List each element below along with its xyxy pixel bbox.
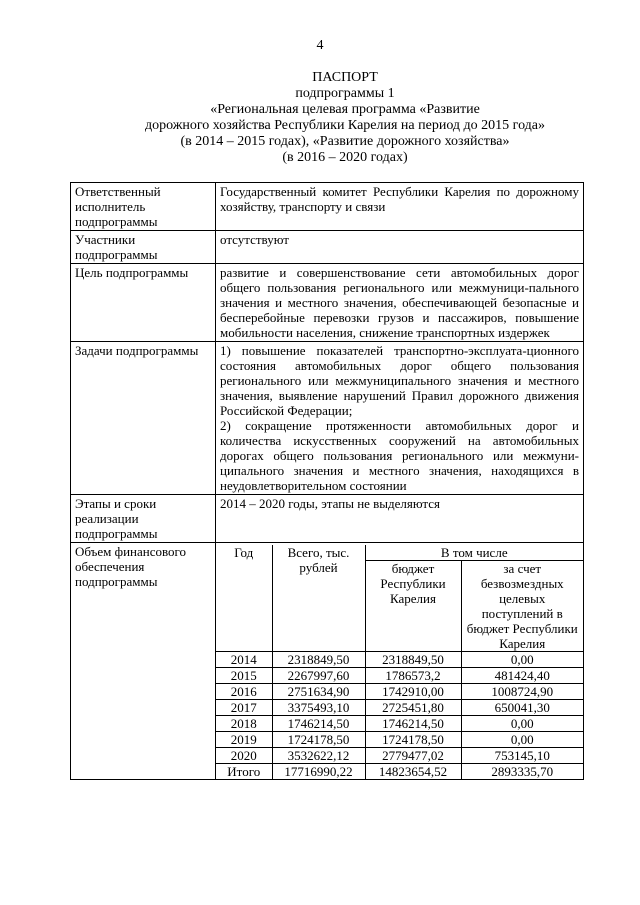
gratuitous-cell: 650041,30 (461, 700, 583, 716)
row-finance (71, 543, 584, 780)
executor-label: Ответственный исполнитель подпрограммы (71, 183, 216, 231)
table-row (216, 748, 583, 764)
row-tasks (71, 342, 584, 495)
gratuitous-cell: 0,00 (461, 732, 583, 748)
stages-value: 2014 – 2020 годы, этапы не выделяются (216, 495, 584, 543)
row-executor (71, 183, 584, 231)
year-cell: 2017 (216, 700, 272, 716)
budget-cell: 2318849,50 (365, 652, 461, 668)
table-row (216, 668, 583, 684)
gratuitous-cell: 753145,10 (461, 748, 583, 764)
year-cell: 2020 (216, 748, 272, 764)
goal-value: развитие и совершенствование сети автомобильных дорог общего пользования регионального или межмуници-пального значения и местного значения, обеспечивающей безопасные и бесперебойные перевозки грузов и пассажиров, повышение мобильности населения, снижение транспортных издержек (216, 264, 584, 342)
total-cell: 3375493,10 (272, 700, 365, 716)
finance-header-row-1 (216, 545, 583, 561)
header-program-line2: дорожного хозяйства Республики Карелия на период до 2015 года» (144, 118, 546, 133)
budget-cell: 2725451,80 (365, 700, 461, 716)
executor-value: Государственный комитет Республики Карелия по дорожному хозяйству, транспорту и связи (216, 183, 584, 231)
task-item-2: 2) сокращение протяженности автомобильных дорог и количества искусственных сооружений на автомобильных дорогах общего пользования регионального или межмуни-ципального значения и местного значения, находящихся в неудовлетворительном состоянии (220, 418, 579, 493)
col-header-year: Год (216, 545, 272, 652)
row-goal (71, 264, 584, 342)
tasks-label: Задачи подпрограммы (71, 342, 216, 495)
gratuitous-cell: 0,00 (461, 716, 583, 732)
total-cell: 3532622,12 (272, 748, 365, 764)
participants-label: Участники подпрограммы (71, 231, 216, 264)
budget-cell: 2779477,02 (365, 748, 461, 764)
total-cell: 1724178,50 (272, 732, 365, 748)
table-row (216, 700, 583, 716)
year-cell: 2018 (216, 716, 272, 732)
passport-table (70, 182, 584, 780)
table-row (216, 684, 583, 700)
row-stages (71, 495, 584, 543)
total-cell: 1746214,50 (272, 716, 365, 732)
header-program-line3: (в 2014 – 2015 годах), «Развитие дорожного хозяйства» (180, 134, 510, 149)
header-program-line1: «Региональная целевая программа «Развитие (210, 102, 480, 117)
table-row (216, 732, 583, 748)
budget-cell: 1746214,50 (365, 716, 461, 732)
goal-label: Цель подпрограммы (71, 264, 216, 342)
col-header-gratuitous: за счет безвозмездных целевых поступлений в бюджет Республики Карелия (461, 561, 583, 652)
year-cell: Итого (216, 764, 272, 780)
table-row (216, 764, 583, 780)
year-cell: 2016 (216, 684, 272, 700)
stages-label: Этапы и сроки реализации подпрограммы (71, 495, 216, 543)
budget-cell: 1786573,2 (365, 668, 461, 684)
gratuitous-cell: 0,00 (461, 652, 583, 668)
gratuitous-cell: 481424,40 (461, 668, 583, 684)
year-cell: 2019 (216, 732, 272, 748)
task-item-1: 1) повышение показателей транспортно-эксплуата-ционного состояния автомобильных дорог общего пользования регионального или межмуниципального значения и местного значения, выявление нарушений Правил дорожного движения Российской Федерации; (220, 343, 579, 418)
finance-table (216, 545, 583, 779)
gratuitous-cell: 1008724,90 (461, 684, 583, 700)
document-header (60, 70, 630, 166)
total-cell: 2318849,50 (272, 652, 365, 668)
col-header-total: Всего, тыс. рублей (272, 545, 365, 652)
budget-cell: 14823654,52 (365, 764, 461, 780)
budget-cell: 1742910,00 (365, 684, 461, 700)
finance-label: Объем финансового обеспечения подпрограммы (71, 543, 216, 780)
participants-value: отсутствуют (216, 231, 584, 264)
header-program-line4: (в 2016 – 2020 годах) (282, 150, 408, 165)
budget-cell: 1724178,50 (365, 732, 461, 748)
year-cell: 2015 (216, 668, 272, 684)
table-row (216, 716, 583, 732)
total-cell: 2267997,60 (272, 668, 365, 684)
row-participants (71, 231, 584, 264)
total-cell: 17716990,22 (272, 764, 365, 780)
tasks-value (216, 342, 584, 495)
col-header-budget: бюджет Республики Карелия (365, 561, 461, 652)
year-cell: 2014 (216, 652, 272, 668)
header-subtitle: подпрограммы 1 (295, 86, 395, 101)
gratuitous-cell: 2893335,70 (461, 764, 583, 780)
page-number: 4 (316, 38, 324, 53)
col-header-including: В том числе (365, 545, 583, 561)
total-cell: 2751634,90 (272, 684, 365, 700)
header-title: ПАСПОРТ (312, 70, 378, 85)
finance-cell (216, 543, 584, 780)
table-row (216, 652, 583, 668)
